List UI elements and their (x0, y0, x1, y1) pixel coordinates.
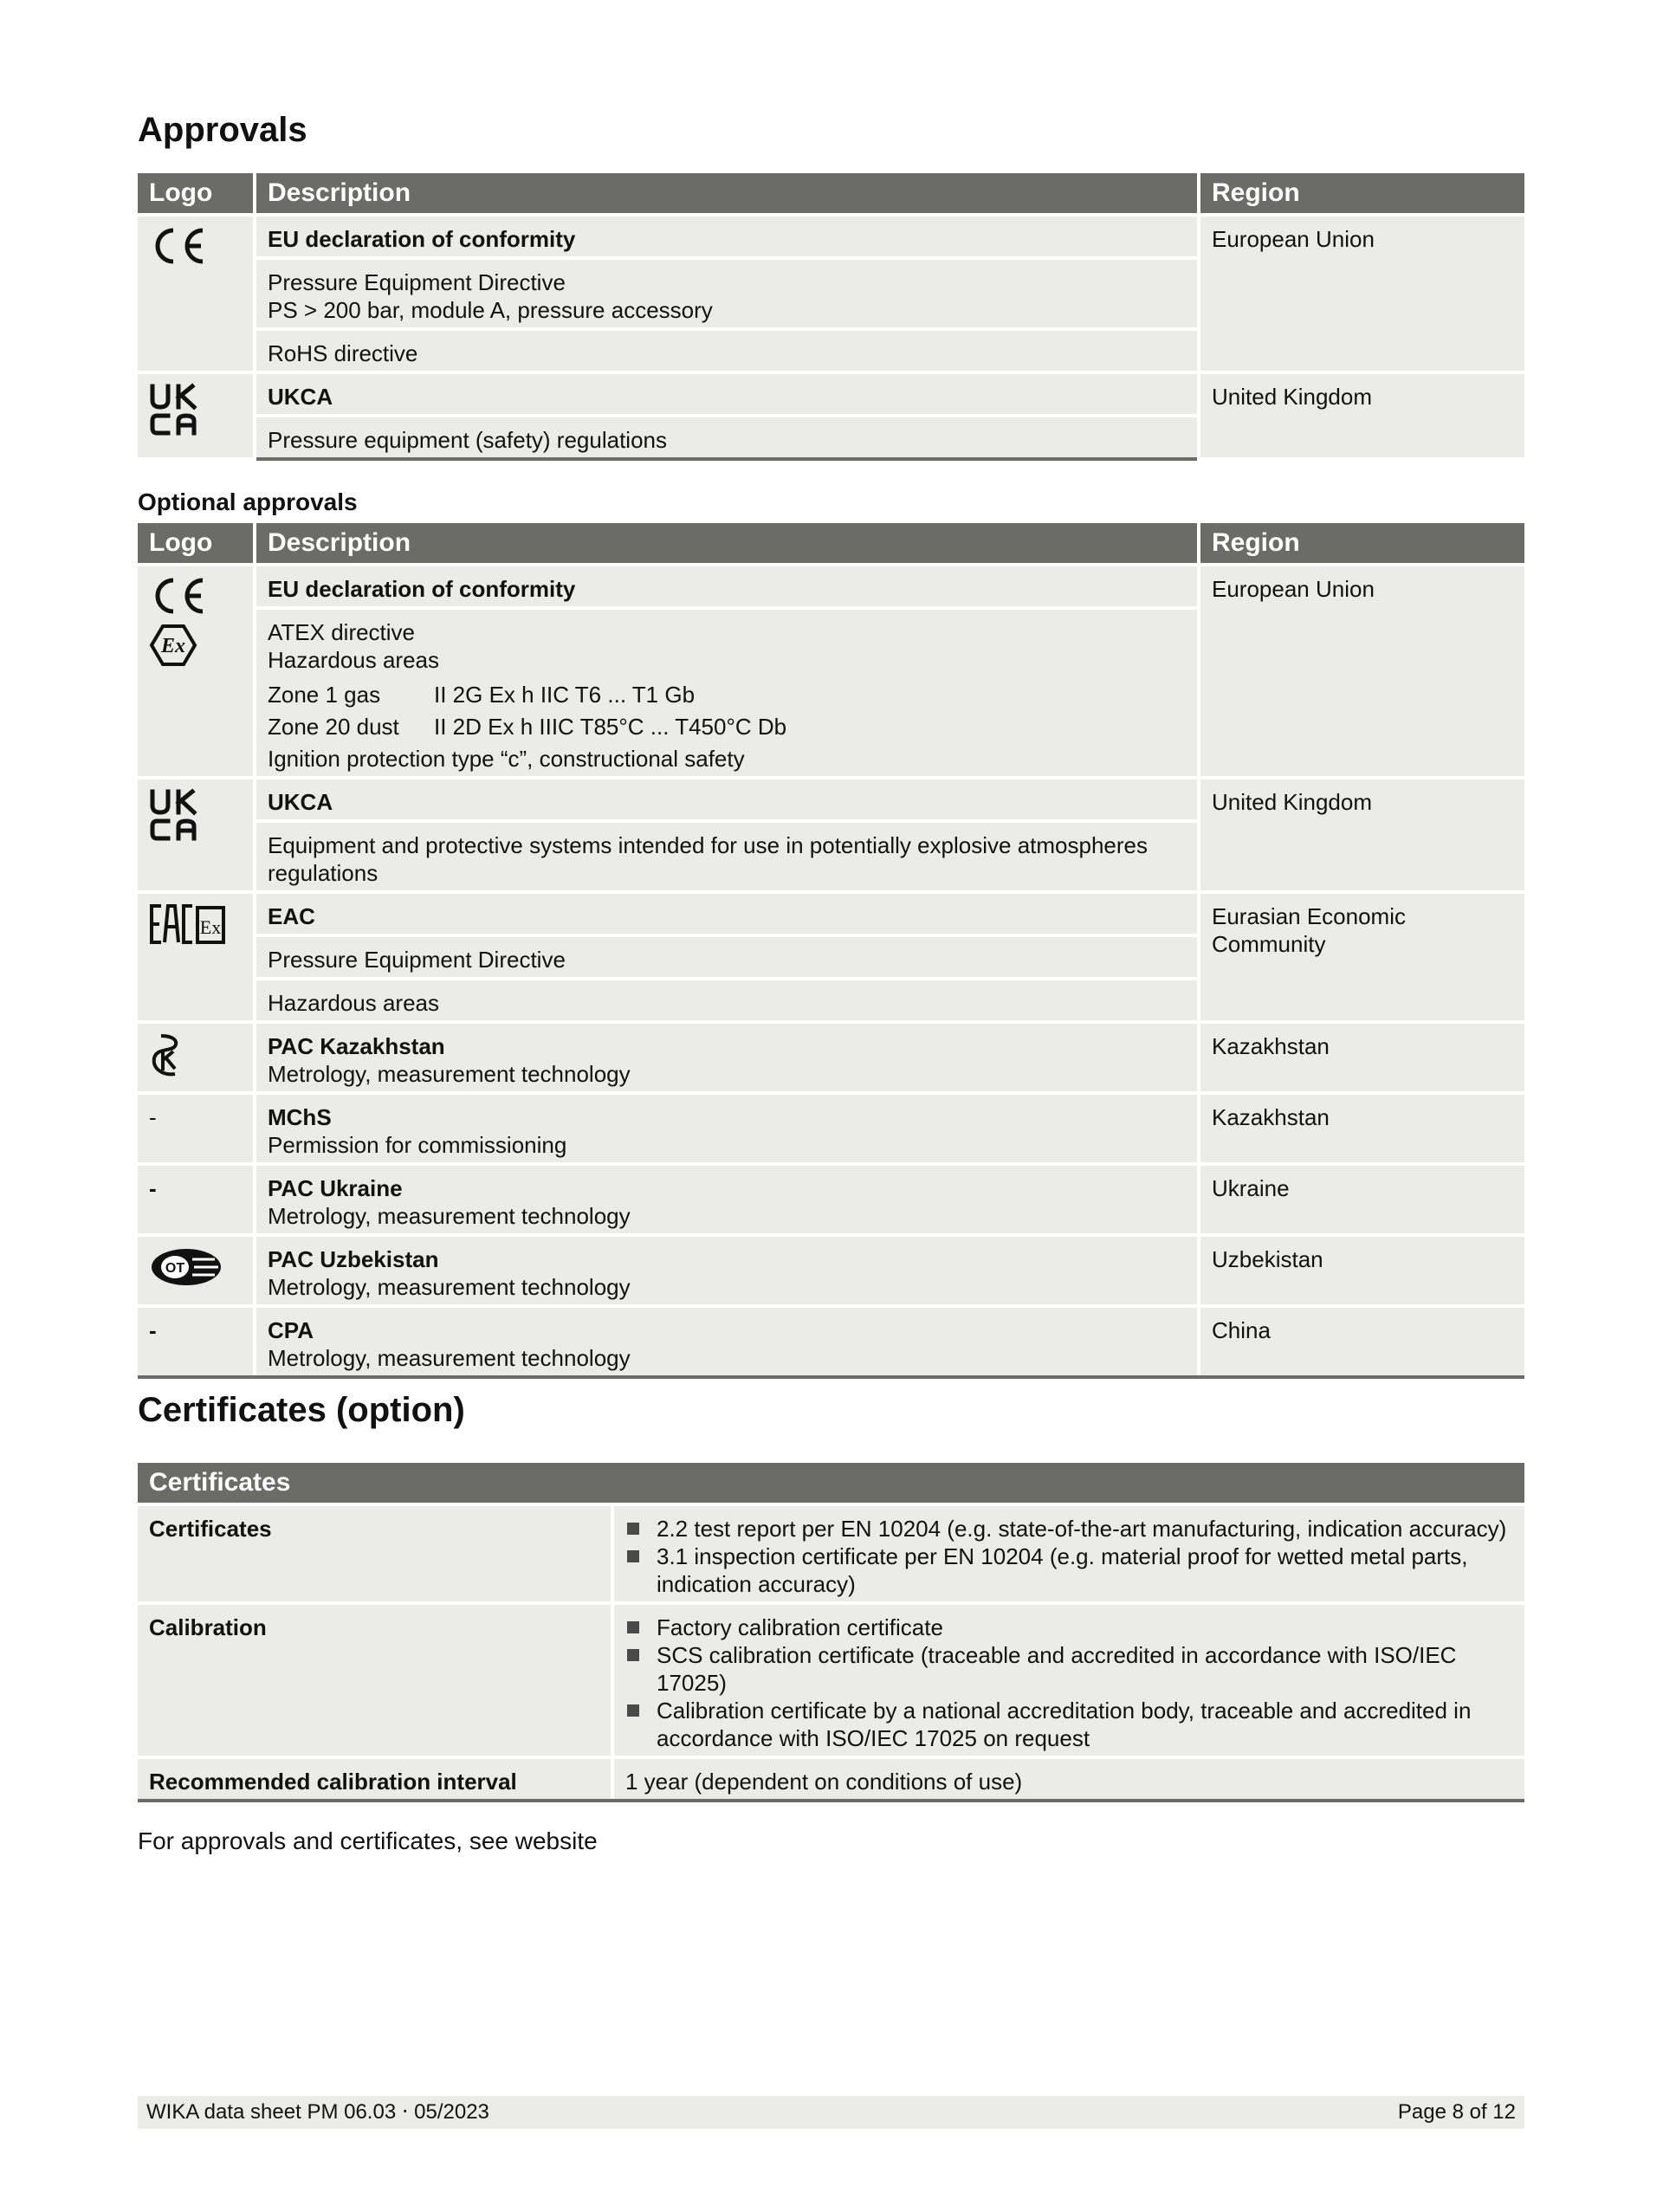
logo-cell (138, 1022, 255, 1093)
description-line: Metrology, measurement technology (268, 1061, 631, 1087)
ukca-mark-icon (149, 788, 242, 842)
description-cell: Equipment and protective systems intended for use in potentially explosive atmospheres regulations (255, 821, 1199, 892)
certificates-table-header: Certificates (138, 1463, 1524, 1504)
description-line: CPA (268, 1317, 314, 1343)
region-cell: European Union (1199, 215, 1524, 372)
description-cell: UKCA (255, 778, 1199, 821)
description-line: Metrology, measurement technology (268, 1345, 631, 1371)
description-cell: RoHS directive (255, 329, 1199, 372)
certificates-table (138, 1463, 1524, 1802)
row-value: 1 year (dependent on conditions of use) (612, 1757, 1524, 1801)
table-header-row (138, 523, 1524, 565)
description-cell: EAC (255, 892, 1199, 935)
row-label: Calibration (138, 1603, 612, 1757)
description-line: ATEX directive (268, 619, 416, 645)
description-line: PAC Ukraine (268, 1175, 403, 1201)
row-label: Certificates (138, 1504, 612, 1603)
kz-metrology-mark-icon (149, 1032, 242, 1079)
list-item: 3.1 inspection certificate per EN 10204 (e.g. material proof for wetted metal parts, indication accuracy) (625, 1543, 1513, 1598)
description-cell (255, 1235, 1199, 1306)
description-cell: EU declaration of conformity (255, 215, 1199, 258)
logo-cell (138, 892, 255, 1022)
footer-document-id: WIKA data sheet PM 06.03 ⋅ 05/2023 (146, 2100, 489, 2124)
logo-cell (138, 372, 255, 459)
region-cell: Uzbekistan (1199, 1235, 1524, 1306)
column-header-description: Description (255, 173, 1199, 215)
ukca-mark-icon (149, 383, 242, 437)
description-line: Pressure Equipment Directive (268, 269, 566, 295)
table-row (138, 1504, 1524, 1603)
description-line: Ignition protection type “c”, constructional safety (268, 746, 745, 772)
column-header-logo: Logo (138, 523, 255, 565)
logo-cell: - (138, 1093, 255, 1164)
table-row (138, 1093, 1524, 1164)
zone-row (268, 681, 1186, 708)
list-item: SCS calibration certificate (traceable and accredited in accordance with ISO/IEC 17025) (625, 1641, 1513, 1697)
logo-cell (138, 565, 255, 778)
description-cell: Pressure equipment (safety) regulations (255, 416, 1199, 459)
svg-text:Ex: Ex (160, 635, 186, 657)
region-cell: United Kingdom (1199, 372, 1524, 459)
table-row (138, 778, 1524, 821)
column-header-region: Region (1199, 173, 1524, 215)
table-row (138, 1164, 1524, 1235)
logo-cell: - (138, 1306, 255, 1377)
description-cell: Pressure Equipment Directive (255, 935, 1199, 979)
description-line: Metrology, measurement technology (268, 1274, 631, 1300)
approvals-table (138, 173, 1524, 461)
table-row (138, 892, 1524, 935)
svg-text:OT: OT (165, 1261, 185, 1276)
eac-ex-mark-icon (149, 902, 242, 946)
table-row (138, 565, 1524, 608)
description-cell (255, 1093, 1199, 1164)
description-line: PAC Kazakhstan (268, 1033, 445, 1059)
list-item: Calibration certificate by a national accreditation body, traceable and accredited in accordance with ISO/IEC 17025 on request (625, 1697, 1513, 1752)
zone-label: Zone 1 gas (268, 682, 381, 708)
description-cell: UKCA (255, 372, 1199, 416)
description-cell: EU declaration of conformity (255, 565, 1199, 608)
description-line: Hazardous areas (268, 647, 439, 673)
row-label: Recommended calibration interval (138, 1757, 612, 1801)
logo-cell (138, 778, 255, 892)
ex-mark-icon (149, 624, 242, 667)
table-row (138, 1235, 1524, 1306)
description-line: PS > 200 bar, module A, pressure accessory (268, 297, 713, 323)
zone-label: Zone 20 dust (268, 714, 399, 740)
zone-marking: II 2D Ex h IIIC T85°C ... T450°C Db (434, 714, 787, 740)
region-cell: Kazakhstan (1199, 1022, 1524, 1093)
column-header-description: Description (255, 523, 1199, 565)
logo-cell (138, 215, 255, 372)
table-row (138, 1306, 1524, 1377)
description-cell (255, 1164, 1199, 1235)
table-header-row (138, 173, 1524, 215)
column-header-logo: Logo (138, 173, 255, 215)
description-line: Permission for commissioning (268, 1132, 567, 1158)
description-cell: Hazardous areas (255, 979, 1199, 1022)
description-line: Metrology, measurement technology (268, 1203, 631, 1229)
website-note: For approvals and certificates, see website (138, 1827, 598, 1854)
optional-approvals-title: Optional approvals (138, 488, 358, 515)
table-header-row (138, 1463, 1524, 1504)
list-item: 2.2 test report per EN 10204 (e.g. state-of-the-art manufacturing, indication accuracy) (625, 1515, 1513, 1543)
zone-marking: II 2G Ex h IIC T6 ... T1 Gb (434, 682, 696, 708)
page-footer (138, 2096, 1524, 2129)
table-row (138, 1603, 1524, 1757)
row-value (612, 1504, 1524, 1603)
region-cell: United Kingdom (1199, 778, 1524, 892)
region-cell: Ukraine (1199, 1164, 1524, 1235)
description-cell (255, 1306, 1199, 1377)
row-value (612, 1603, 1524, 1757)
region-cell: Eurasian Economic Community (1199, 892, 1524, 1022)
svg-text:Ex: Ex (199, 916, 222, 938)
region-cell: European Union (1199, 565, 1524, 778)
zone-row (268, 713, 1186, 741)
column-header-region: Region (1199, 523, 1524, 565)
optional-approvals-table (138, 523, 1524, 1379)
footer-page-number: Page 8 of 12 (1397, 2100, 1516, 2124)
ce-mark-icon (149, 225, 242, 267)
table-row (138, 215, 1524, 258)
table-row (138, 1022, 1524, 1093)
logo-cell: - (138, 1164, 255, 1235)
description-cell (255, 608, 1199, 778)
description-cell (255, 258, 1199, 329)
uz-metrology-mark-icon (149, 1245, 242, 1289)
list-item: Factory calibration certificate (625, 1614, 1513, 1641)
ce-mark-icon (149, 575, 242, 617)
region-cell: Kazakhstan (1199, 1093, 1524, 1164)
region-cell: China (1199, 1306, 1524, 1377)
description-line: PAC Uzbekistan (268, 1246, 439, 1272)
description-cell (255, 1022, 1199, 1093)
description-line: MChS (268, 1104, 332, 1130)
logo-cell (138, 1235, 255, 1306)
table-row (138, 1757, 1524, 1801)
approvals-title: Approvals (138, 111, 307, 149)
table-row (138, 372, 1524, 416)
certificates-title: Certificates (option) (138, 1391, 465, 1429)
